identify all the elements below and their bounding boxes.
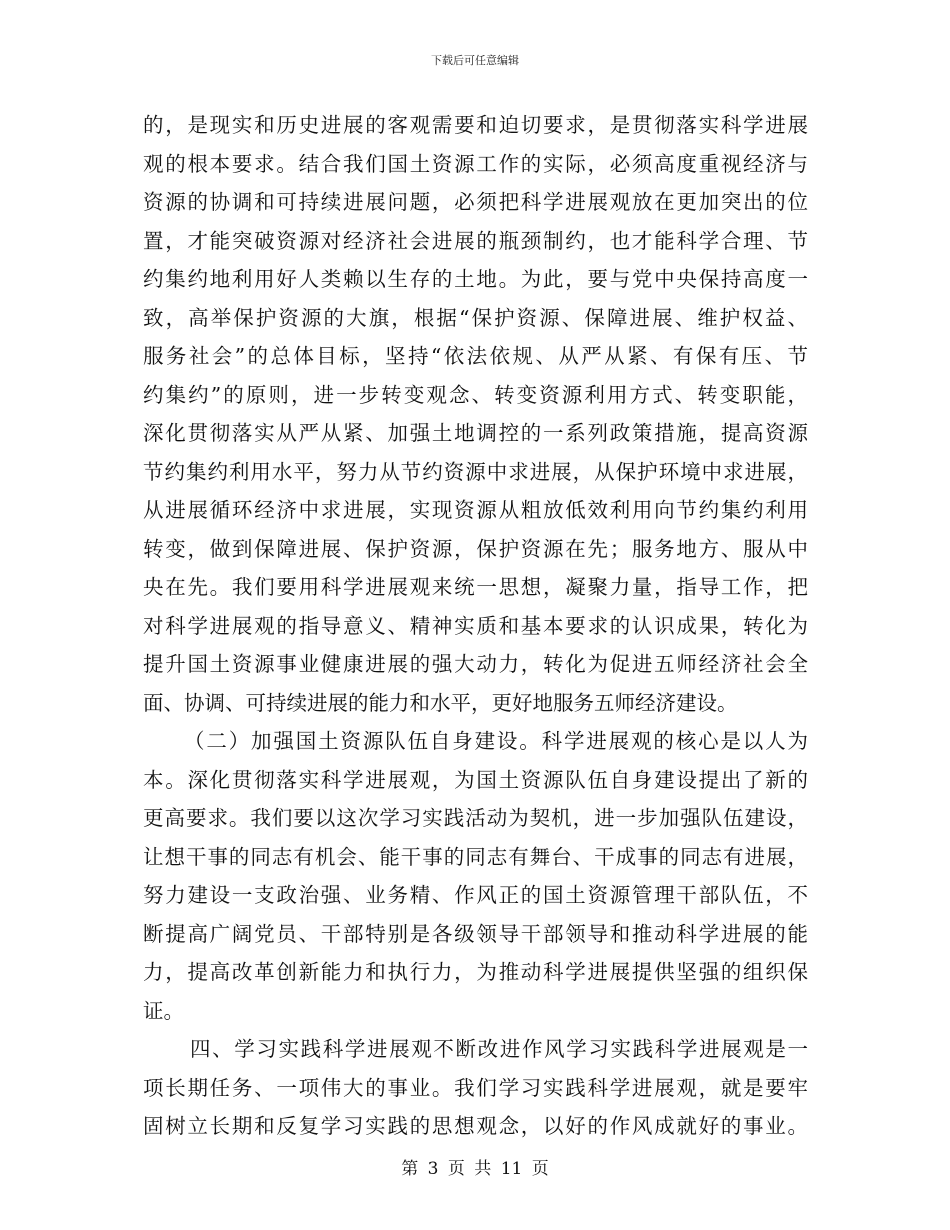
page-header: 下载后可任意编辑 (431, 54, 519, 67)
paragraph-end-line: 面、协调、可持续进展的能力和水平，更好地服务五师经济建设。 (143, 690, 738, 715)
text-line: 断提高广阔党员、干部特别是各级领导干部领导和推动科学进展的能 (143, 921, 808, 946)
text-line: 让想干事的同志有机会、能干事的同志有舞台、干成事的同志有进展， (143, 844, 808, 869)
text-line: 本。深化贯彻落实科学进展观，为国土资源队伍自身建设提出了新的 (143, 767, 808, 792)
text-line: 对科学进展观的指导意义、精神实质和基本要求的认识成果，转化为 (143, 613, 808, 638)
text-line: 深化贯彻落实从严从紧、加强土地调控的一系列政策措施，提高资源 (143, 421, 808, 445)
paragraph-start-line: 四、学习实践科学进展观不断改进作风学习实践科学进展观是一 (190, 1037, 808, 1061)
text-line: 服务社会”的总体目标，坚持“依法依规、从严从紧、有保有压、节 (143, 344, 808, 368)
text-line: 项长期任务、一项伟大的事业。我们学习实践科学进展观，就是要牢 (143, 1075, 808, 1100)
text-line: 提升国土资源事业健康进展的强大动力，转化为促进五师经济社会全 (143, 652, 808, 676)
text-line: 力，提高改革创新能力和执行力，为推动科学进展提供坚强的组织保 (143, 960, 808, 984)
text-line: 从进展循环经济中求进展，实现资源从粗放低效利用向节约集约利用 (143, 498, 808, 522)
text-line: 更高要求。我们要以这次学习实践活动为契机，进一步加强队伍建设， (143, 806, 808, 830)
text-line: 节约集约利用水平，努力从节约资源中求进展，从保护环境中求进展， (143, 459, 808, 484)
text-line: 致，高举保护资源的大旗，根据“保护资源、保障进展、维护权益、 (143, 305, 808, 330)
text-line: 观的根本要求。结合我们国土资源工作的实际，必须高度重视经济与 (143, 151, 808, 176)
text-line: 的，是现实和历史进展的客观需要和迫切要求，是贯彻落实科学进展 (143, 113, 808, 137)
text-line: 努力建设一支政治强、业务精、作风正的国土资源管理干部队伍，不 (143, 883, 808, 907)
text-line: 置，才能突破资源对经济社会进展的瓶颈制约，也才能科学合理、节 (143, 228, 808, 253)
text-line: 约集约”的原则，进一步转变观念、转变资源利用方式、转变职能， (143, 382, 808, 407)
text-line: 约集约地利用好人类赖以生存的土地。为此，要与党中央保持高度一 (143, 267, 808, 291)
text-line: 央在先。我们要用科学进展观来统一思想，凝聚力量，指导工作，把 (143, 575, 808, 599)
text-line: 固树立长期和反复学习实践的思想观念，以好的作风成就好的事业。 (143, 1114, 808, 1138)
paragraph-end-line: 证。 (143, 998, 184, 1023)
paragraph-start-line: （二）加强国土资源队伍自身建设。科学进展观的核心是以人为 (184, 729, 808, 753)
text-line: 资源的协调和可持续进展问题，必须把科学进展观放在更加突出的位 (143, 190, 808, 214)
document-body (143, 106, 808, 1146)
text-line: 转变，做到保障进展、保护资源，保护资源在先；服务地方、服从中 (143, 536, 808, 561)
page-footer: 第 3 页 共 11 页 (401, 1159, 549, 1179)
